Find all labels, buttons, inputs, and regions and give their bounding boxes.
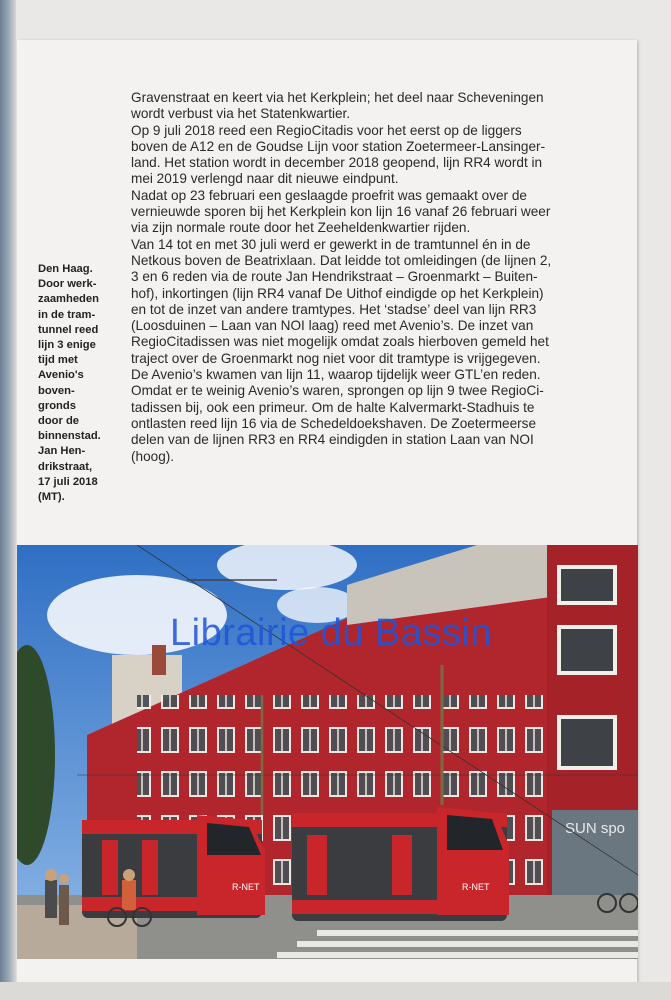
body-line: tadissen bij, ook een primeur. Om de halte Kalvermarkt-Stadhuis te [131,399,535,415]
body-line: traject over de Groenmarkt nog niet voor dit tramtype is vrijgegeven. [131,350,541,366]
caption-line: in de tram- [38,308,96,321]
watermark-text: Librairie du Bassin [170,612,493,654]
body-line: De Avenio’s kwamen van lijn 11, waarop tijdelijk weer GTL’en reden. [131,367,541,383]
tram-rear-car [82,815,265,918]
body-line: land. Het station wordt in december 2018 geopend, lijn RR4 wordt in [131,155,543,171]
body-line: hof), inkortingen (lijn RR4 vanaf De Uithof eindigde op het Kerkplein) [131,285,544,301]
body-line: ontlasten reed lijn 16 via de Schedeldoekshaven. De Zoetermeerse [131,415,537,431]
caption-line: Avenio's [38,369,84,382]
caption-line: Den Haag. [38,263,93,275]
caption-line: tunnel reed [38,323,99,336]
body-text [131,90,621,465]
tram-photo-illustration [17,545,638,959]
caption-line: door de [38,415,80,428]
caption-line: zaamheden [38,293,99,306]
body-line: Gravenstraat en keert via het Kerkplein; het deel naar Scheveningen [131,90,544,105]
shop-sign: SUN spo [565,820,626,837]
photo-caption [38,262,120,505]
body-line: Van 14 tot en met 30 juli werd er gewerkt in de tramtunnel én in de [131,236,531,252]
body-line: 3 en 6 reden via de route Jan Hendrikstraat – Groenmarkt – Buiten- [131,269,538,285]
caption-line: binnenstad. [38,430,101,443]
caption-line: drikstraat, [38,460,93,473]
body-line: Netkous boven de Beatrixlaan. Dat leidde tot omleidingen (de lijnen 2, [131,252,552,268]
book-spine-edge [0,0,16,1000]
body-line: Op 9 juli 2018 reed een RegioCitadis voor het eerst op de liggers [131,122,522,138]
tram-front-car [292,807,509,921]
caption-line: Door werk- [38,278,97,291]
caption-line: (MT). [38,491,65,504]
caption-line: boven- [38,384,75,397]
crosswalk [277,930,638,958]
body-line: Nadat op 23 februari een geslaagde proefrit was gemaakt over de [131,187,527,203]
page-bottom-edge [0,982,671,1000]
caption-line: gronds [38,399,76,412]
caption-line: tijd met [38,354,78,367]
body-line: via zijn normale route door het Zeeheldenkwartier rijden. [131,220,471,236]
body-line: boven de A12 en de Goudse Lijn voor station Zoetermeer-Lansinger- [131,138,546,154]
body-line: en tot de inzet van andere tramtypes. Het ‘stadse’ deel van lijn RR3 [131,301,537,317]
caption-line: Jan Hen- [38,445,86,458]
tram-photo [17,545,638,959]
tram-logo: R-NET [232,882,260,892]
tram-logo: R-NET [462,882,490,892]
body-line: (Loosduinen – Laan van NOI laag) reed met Avenio’s. De inzet van [131,318,534,334]
body-line: (hoog). [131,448,175,464]
body-line: wordt verbust via het Statenkwartier. [131,106,351,122]
body-line: mei 2019 verlengd naar dit nieuwe eindpunt. [131,171,399,187]
body-line: vernieuwde sporen bij het Kerkplein kon lijn 16 vanaf 26 februari weer [131,204,551,220]
caption-line: 17 juli 2018 [38,475,98,488]
body-line: RegioCitadissen was niet mogelijk omdat zoals hierboven gemeld het [131,334,549,350]
body-line: Omdat er te weinig Avenio’s waren, sprongen op lijn 9 twee RegioCi- [131,383,544,399]
caption-line: lijn 3 enige [38,339,96,352]
body-line: delen van de lijnen RR3 en RR4 eindigden in station Laan van NOI [131,432,534,448]
